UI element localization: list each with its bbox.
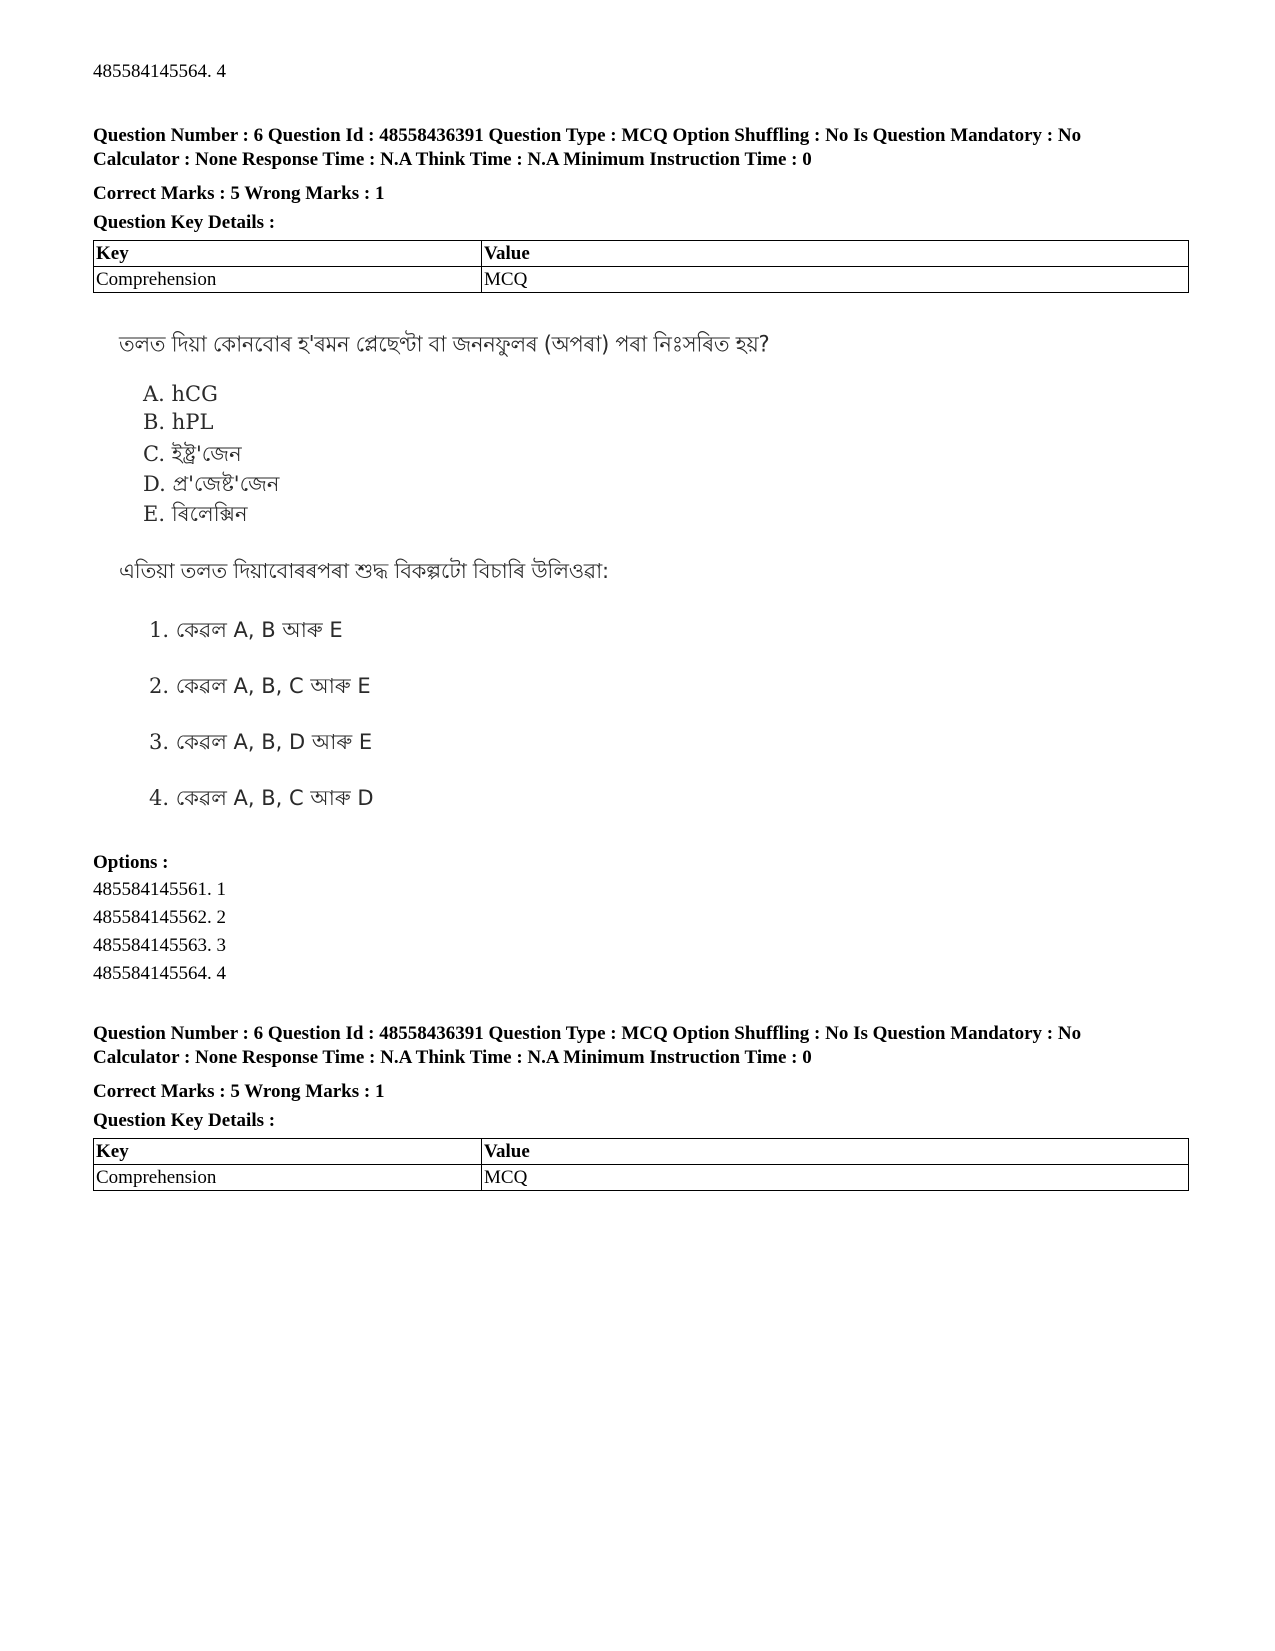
question-header-1 — [93, 124, 1081, 172]
choice-item: 2. কেৱল A, B, C আৰু E — [149, 674, 371, 698]
choice-item: 3. কেৱল A, B, D আৰু E — [149, 730, 373, 754]
table-header-key: Key — [94, 1139, 482, 1165]
table-cell-value: MCQ — [482, 1165, 1189, 1191]
question-image — [93, 322, 993, 832]
marks-line: Correct Marks : 5 Wrong Marks : 1 — [93, 1081, 385, 1102]
table-header-row — [94, 241, 1189, 267]
statement-item: A. hCG — [143, 382, 218, 406]
option-item: 485584145563. 3 — [93, 935, 226, 956]
choice-item: 1. কেৱল A, B আৰু E — [149, 618, 343, 642]
question-stem: তলত দিয়া কোনবোৰ হ'ৰমন প্লেছেণ্টা বা জননফুলৰ (অপৰা) পৰা নিঃসৰিত হয়? — [119, 331, 770, 357]
question-instruction: এতিয়া তলত দিয়াবোৰৰপৰা শুদ্ধ বিকল্পটো বিচাৰি উলিওৱা: — [119, 559, 609, 583]
choice-item: 4. কেৱল A, B, C আৰু D — [149, 786, 374, 810]
statement-item: B. hPL — [143, 410, 214, 434]
table-header-key: Key — [94, 241, 482, 267]
key-details-label: Question Key Details : — [93, 1110, 276, 1131]
key-details-table — [93, 240, 1189, 293]
table-row — [94, 1165, 1189, 1191]
table-row — [94, 267, 1189, 293]
statement-item: E. ৰিলেক্সিন — [143, 502, 248, 526]
table-cell-value: MCQ — [482, 267, 1189, 293]
option-item: 485584145564. 4 — [93, 963, 226, 984]
options-list — [93, 876, 226, 988]
table-header-value: Value — [482, 1139, 1189, 1165]
question-meta-line1: Question Number : 6 Question Id : 48558436391 Question Type : MCQ Option Shuffling : No Is Question Mandatory : No — [93, 1023, 1082, 1044]
table-cell-key: Comprehension — [94, 1165, 482, 1191]
question-header-2 — [93, 1022, 1081, 1070]
statement-item: C. ইষ্ট্ৰ'জেন — [143, 442, 242, 466]
table-header-row — [94, 1139, 1189, 1165]
key-details-table — [93, 1138, 1189, 1191]
statement-item: D. প্ৰ'জেষ্ট'জেন — [143, 472, 280, 496]
option-item: 485584145561. 1 — [93, 879, 226, 900]
question-meta-line1: Question Number : 6 Question Id : 48558436391 Question Type : MCQ Option Shuffling : No Is Question Mandatory : No — [93, 125, 1082, 146]
table-cell-key: Comprehension — [94, 267, 482, 293]
question-meta-line2: Calculator : None Response Time : N.A Think Time : N.A Minimum Instruction Time : 0 — [93, 149, 812, 170]
question-meta-line2: Calculator : None Response Time : N.A Think Time : N.A Minimum Instruction Time : 0 — [93, 1047, 812, 1068]
option-item: 485584145562. 2 — [93, 907, 226, 928]
options-label: Options : — [93, 852, 169, 873]
table-header-value: Value — [482, 241, 1189, 267]
key-details-label: Question Key Details : — [93, 212, 276, 233]
previous-option-line: 485584145564. 4 — [93, 61, 226, 82]
marks-line: Correct Marks : 5 Wrong Marks : 1 — [93, 183, 385, 204]
